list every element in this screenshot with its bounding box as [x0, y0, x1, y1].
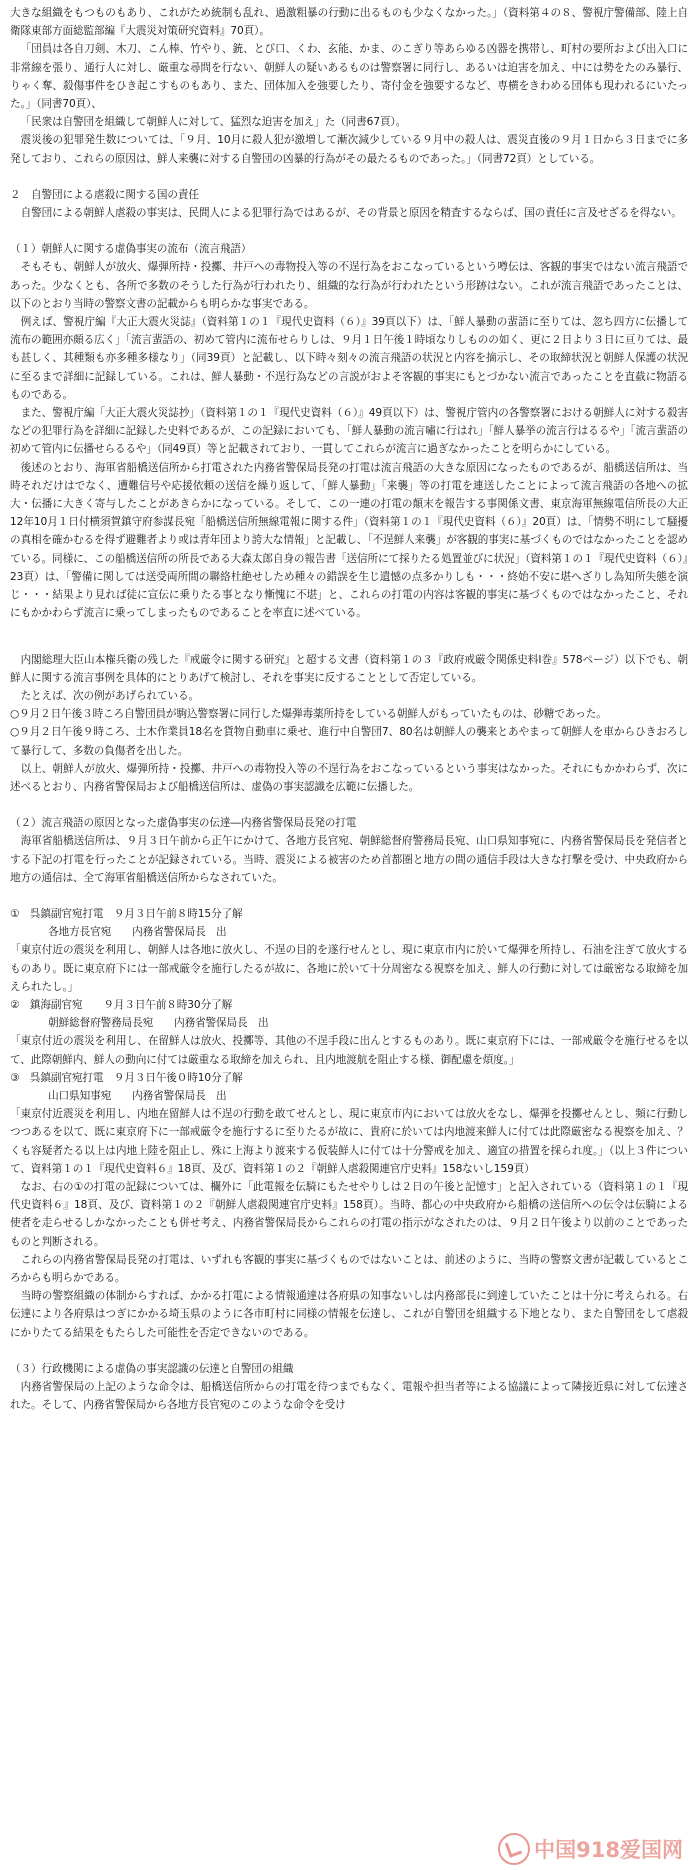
telegram-addressee: 各地方長官宛 内務省警保局長 出 — [48, 926, 227, 939]
watermark-text: 中国918爱国网 — [534, 1838, 683, 1862]
paragraph: これらの内務省警保局長発の打電は、いずれも客観的事実に基づくものではないことは、前述のように、当時の警察文書が記載しているところからも明らかである。 — [10, 1253, 688, 1284]
paragraph: 例えば、警視庁編『大正大震火災誌』（資料第１の１『現代史資料（６）』39頁以下）は、「鮮人暴動の蜚語に至りては、忽ち四方に伝播して流布の範囲亦頗る広く」「流言蜚語の、初めて管内に流布せらりしは、９月１日午後１時頃なりしものの如く、更に２日より３日に亘りては、最も甚しく、其種類も亦多種多様なり」（同39頁）と記載し、以下時々刻々の流言飛語の状況と内容を摘示し、その取締状況と朝鮮人保護の状況に至るまで詳細に記録している。これは、鮮人暴動・不逞行為などの言説がおよそ客観的事実にもとづかない流言であったことを直截に物語るものである。 — [10, 316, 688, 401]
telegram-header: ① 呉鎮副官宛打電 ９月３日午前８時15分了解 — [10, 907, 243, 920]
telegram-header: ② 鎮海副官宛 ９月３日午前８時30分了解 — [10, 998, 233, 1011]
telegram-body: 「東京付近の震災を利用し、朝鮮人は各地に放火し、不逞の目的を遂行せんとし、現に東京市内に於いて爆弾を所持し、石油を注ぎて放火するものあり。既に東京府下には一部戒厳令を施行したるが故に、各地に於いて十分周密なる視察を加え、鮮人の行動に対しては厳密なる取締を加えられたし。」 — [10, 944, 688, 993]
site-watermark — [498, 1834, 683, 1864]
paragraph: なお、右の①の打電の記録については、欄外に「此電報を伝騎にもたせやりしは２日の午後と記憶す」と記入されている（資料第１の１『現代史資料６』18頁、及び、資料第１の２『朝鮮人虐殺関連官庁史料』158頁）。当時、都心の中央政府から船橋の送信所への伝令は伝騎による使者を走らせるしかなかったことも併せ考え、内務省警保局長からこれらの打電の指示がなされたのは、９月２日午後より以前のことであったものと判断される。 — [10, 1180, 688, 1248]
paragraph: 以上、朝鮮人が放火、爆弾所持・投擲、井戸への毒物投入等の不逞行為をおこなっているという事実はなかった。それにもかかわらず、次に述べるとおり、内務省警保局および船橋送信所は、虚偽の事実認識を広範に伝播した。 — [10, 762, 688, 793]
section-heading: ２ 自警団による虐殺に関する国の責任 — [10, 188, 199, 201]
paragraph: 大きな組織をもつものもあり、これがため統制も乱れ、過激粗暴の行動に出るものも少なくなかった。」（資料第４の８、警視庁警備部、陸上自衛隊東部方面総監部編『大震災対策研究資料』70頁）。 — [10, 7, 688, 38]
paragraph: 自警団による朝鮮人虐殺の事実は、民間人による犯罪行為ではあるが、その背景と原因を精査するならば、国の責任に言及せざるを得ない。 — [20, 207, 682, 220]
telegram-header: ③ 呉鎮副官宛打電 ９月３日午後０時10分了解 — [10, 1071, 243, 1084]
subsection-heading: （２）流言飛語の原因となった虚偽事実の伝達―内務省警保局長発の打電 — [10, 817, 357, 830]
paragraph: そもそも、朝鮮人が放火、爆弾所持・投擲、井戸への毒物投入等の不逞行為をおこなっているという噂伝は、客観的事実ではない流言飛語であった。少なくとも、各所で多数のそうした行為が行われたり、組織的な行為が行われたという形跡はない。これが流言飛語であったことは、以下のとおり当時の警察文書の記載からも明らかな事実である。 — [10, 261, 688, 310]
telegram-addressee: 朝鮮総督府警務局長宛 内務省警保局長 出 — [48, 1017, 269, 1030]
paragraph: 震災後の犯罪発生数については、「９月、10月に殺人犯が激増して漸次減少している９月中の殺人は、震災直後の９月１日から３日までに多発しており、これらの原因は、鮮人来襲に対する自警団の凶暴的行為がその最たるものであった。」（同書72頁）としている。 — [10, 134, 688, 165]
telegram-addressee: 山口県知事宛 内務省警保局長 出 — [48, 1089, 227, 1102]
document-body — [10, 4, 688, 1414]
paragraph: 内閣総理大臣山本権兵衛の残した『戒厳令に関する研究』と超する文書（資料第１の３『政府戒厳令関係史料Ⅰ巻』578ページ）以下でも、朝鮮人に関する流言事例を具体的にとりあげて検討し、それを事実に反することとして否定している。 — [10, 653, 688, 684]
paragraph: たとえば、次の例があげられている。 — [20, 689, 199, 702]
paragraph: 海軍省船橋送信所は、９月３日午前から正午にかけて、各地方長官宛、朝鮮総督府警務局長宛、山口県知事宛に、内務省警保局長を発信者とする下記の打電を行ったことが記録されている。当時、震災による被害のため首都圏と地方の間の通信手段は大きな打撃を受け、中央政府から地方の通信は、全て海軍省船橋送信所からなされていた。 — [10, 835, 688, 884]
paragraph: また、警視庁編「大正大震火災誌抄」（資料第１の１『現代史資料（６）』49頁以下）は、警視庁管内の各警察署における朝鮮人に対する殺害などの犯罪行為を詳細に記録した史料であるが、この記録においても、「鮮人暴動の流言嘯に行はれ」「鮮人暴挙の流言行はるるや」「流言蜚語の初めて管内に伝播せらるるや」（同49頁）等と記載されており、一貫してこれらが流言に過ぎなかったことを明らかにしている。 — [10, 407, 688, 456]
shield-check-icon — [498, 1833, 530, 1865]
telegram-body: 「東京付近震災を利用し、内地在留鮮人は不逞の行動を敢てせんとし、現に東京市内においては放火をなし、爆弾を投擲せんとし、頻に行動しつつあるを以て、既に東京府下に一部戒厳令を施行するに至りたるが故に、貴府に於いては内地渡来鮮人に付ては此際厳密なる視察を加え、？くも容疑者たる以上は内地上陸を阻止し、殊に上海より渡来する仮装鮮人に付ては十分警戒を加え、適宜の措置を採られ度。」（以上３件について、資料第１の１『現代史資料６』18頁、及び、資料第１の２『朝鮮人虐殺関連官庁史料』158ないし159頁） — [10, 1108, 688, 1175]
paragraph: 後述のとおり、海軍省船橋送信所から打電された内務省警保局長発の打電は流言飛語の大きな原因になったものであるが、船橋送信所は、当時それだけはでなく、遭難信号や応援依頼の送信を繰り返して、「鮮人暴動」「来襲」等の打電を連送したことによって流言飛語の各地への拡大・伝播に大きく寄与したことがあきらかになっている。そして、この一連の打電の顛末を報告する事関係文書、東京海軍無線電信所長の大正12年10月１日付横須賀鎮守府参謀長宛「船橋送信所無線電報に関する件」（資料第１の１『現代史資料（６）』20頁）は、「情勢不明にして騒擾の真相を確かむるを得ず避難者より或は青年団より誇大な情報」と記載し、「不逞鮮人来襲」が客観的事実に基づくものではなかったことを認めている。同様に、この船橋送信所の所長である大森太郎自身の報告書「送信所にて採りたる処置並びに状況」（資料第１の１『現代史資料（６）』23頁）は、「警備に関しては送受両所間の聯絡杜絶せしため種々の錯誤を生じ遺憾の点多かりしも・・・終始不安に堪へざりし為知所失態を演じ・・・結果より見れば徒に宣伝に乗りたる事となり慚愧に不堪」と、これらの打電の内容は客観的事実に基づくものではなかったこと、それにもかかわらず流言に乗ってしまったものであることを率直に述べている。 — [10, 461, 688, 620]
list-item: ○９月２日午後９時ころ、土木作業員18名を貨物自動車に乗せ、進行中自警団7、80名は朝鮮人の襲来とあやまって朝鮮人を車からひきおろして暴行して、多数の負傷者を出した。 — [10, 726, 688, 757]
paragraph: 当時の警察組織の体制からすれば、かかる打電による情報通達は各府県の知事ないしは内務部長に到達していたことは十分に考えられる。右伝達により各府県はつぎにかかる埼玉県のように各市町村に同様の情報を伝達し、これが自警団を組織する下地となり、また自警団をして虐殺にかりたてる結果をもたらした可能性を否定できないのである。 — [10, 1290, 688, 1339]
telegram-body: 「東京付近の震災を利用し、在留鮮人は放火、投擲等、其他の不逞手段に出んとするものあり。既に東京府下には、一部戒厳令を施行せるを以て、此際朝鮮内、鮮人の動向に付ては厳重なる取締を加えられ、且内地渡航を阻止する様、御配慮を煩度。」 — [10, 1035, 688, 1066]
subsection-heading: （１）朝鮮人に関する虚偽事実の流布（流言飛語） — [10, 243, 252, 256]
paragraph: 「団員は各自刀剣、木刀、こん棒、竹やり、銃、とび口、くわ、玄能、かま、のこぎり等あらゆる凶器を携帯し、町村の要所および出入口に非常線を張り、通行人に対し、厳重な尋問を行ない、朝鮮人の疑いあるものは警察署に同行し、あるいは迫害を加え、中には勢をたのみ暴行、りゃく奪、殺傷事件をひき起こすものもあり、また、団体加入を強要したり、寄付金を強要するなど、専横をきわめる団体も現われるにいたった。」（同書70頁）、 — [10, 43, 688, 111]
paragraph: 「民衆は自警団を組織して朝鮮人に対して、猛烈な迫害を加え」た（同書67頁）。 — [20, 116, 407, 129]
list-item: ○９月２日午後３時ころ自警団員が駒込警察署に同行した爆弾毒薬所持をしている朝鮮人がもっていたものは、砂糖であった。 — [10, 708, 607, 721]
paragraph: 内務省警保局の上記のような命令は、船橋送信所からの打電を待つまでもなく、電報や担当者等による協議によって隣接近県に対して伝達された。そして、内務省警保局から各地方長官宛のこのような命令を受け — [10, 1381, 688, 1412]
subsection-heading: （３）行政機関による虚偽の事実認識の伝達と自警団の組織 — [10, 1362, 294, 1375]
